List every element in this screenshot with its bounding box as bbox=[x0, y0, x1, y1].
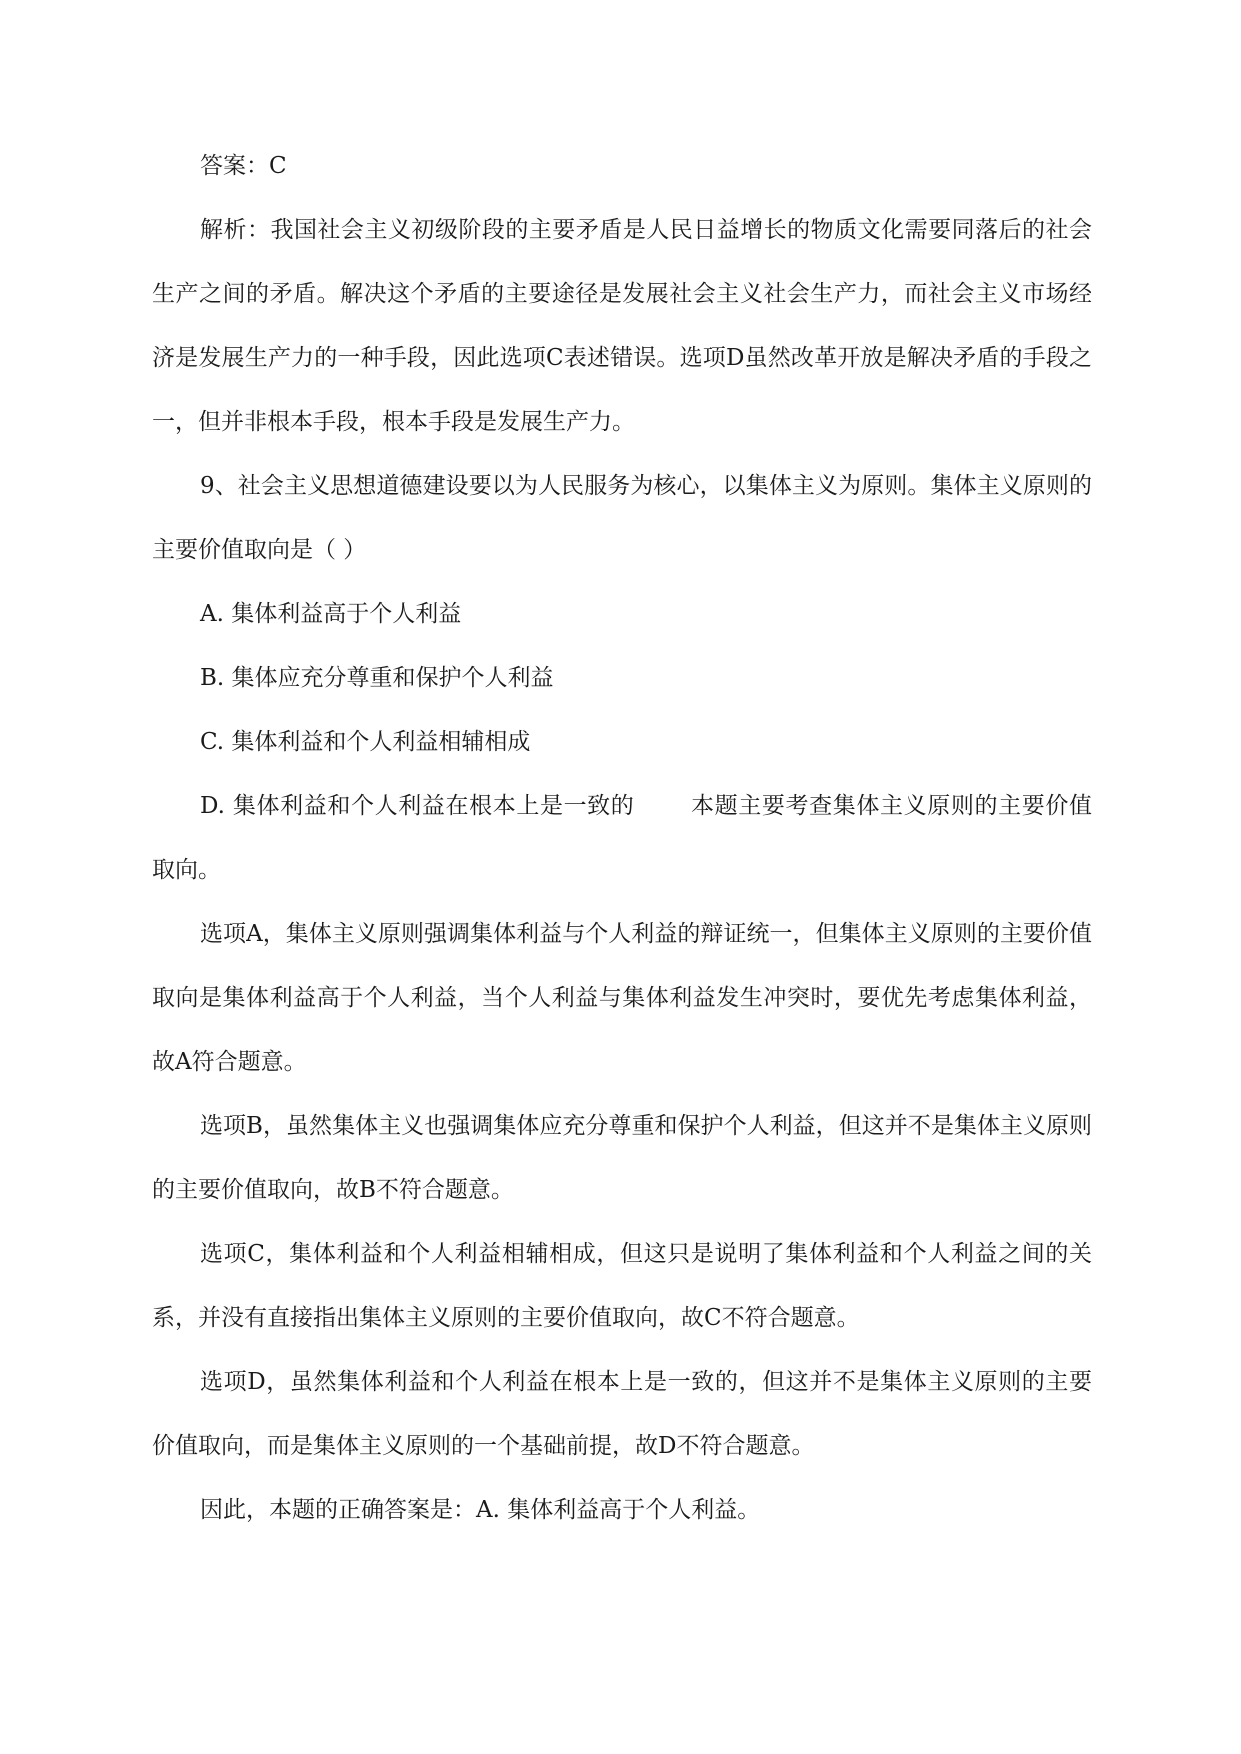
explanation-a: 选项A，集体主义原则强调集体利益与个人利益的辩证统一，但集体主义原则的主要价值取向是集体利益高于个人利益，当个人利益与集体利益发生冲突时，要优先考虑集体利益，故A符合题意。 bbox=[152, 921, 1092, 1075]
explanation-b: 选项B，虽然集体主义也强调集体应充分尊重和保护个人利益，但这并不是集体主义原则的主要价值取向，故B不符合题意。 bbox=[152, 1113, 1092, 1203]
option-b: B. 集体应充分尊重和保护个人利益 bbox=[200, 665, 554, 691]
option-c: C. 集体利益和个人利益相辅相成 bbox=[200, 729, 531, 755]
option-d-tail: 本题主要考查集体主义原则的主要价值取向。 bbox=[152, 793, 1093, 883]
explanation-c: 选项C，集体利益和个人利益相辅相成，但这只是说明了集体利益和个人利益之间的关系，并没有直接指出集体主义原则的主要价值取向，故C不符合题意。 bbox=[152, 1241, 1092, 1331]
answer-line: 答案：C bbox=[200, 153, 287, 179]
analysis-paragraph: 解析：我国社会主义初级阶段的主要矛盾是人民日益增长的物质文化需要同落后的社会生产之间的矛盾。解决这个矛盾的主要途径是发展社会主义社会生产力，而社会主义市场经济是发展生产力的一种手段，因此选项C表述错误。选项D虽然改革开放是解决矛盾的手段之一，但并非根本手段，根本手段是发展生产力。 bbox=[152, 217, 1092, 435]
explanation-d: 选项D，虽然集体利益和个人利益在根本上是一致的，但这并不是集体主义原则的主要价值取向，而是集体主义原则的一个基础前提，故D不符合题意。 bbox=[152, 1369, 1092, 1459]
option-a: A. 集体利益高于个人利益 bbox=[200, 601, 462, 627]
option-d-paragraph bbox=[152, 774, 1092, 902]
question-9: 9、社会主义思想道德建设要以为人民服务为核心，以集体主义为原则。集体主义原则的主要价值取向是（ ） bbox=[152, 473, 1092, 563]
option-d: D. 集体利益和个人利益在根本上是一致的 bbox=[200, 793, 635, 819]
document-body bbox=[152, 134, 1092, 1542]
conclusion: 因此，本题的正确答案是：A. 集体利益高于个人利益。 bbox=[200, 1497, 761, 1523]
